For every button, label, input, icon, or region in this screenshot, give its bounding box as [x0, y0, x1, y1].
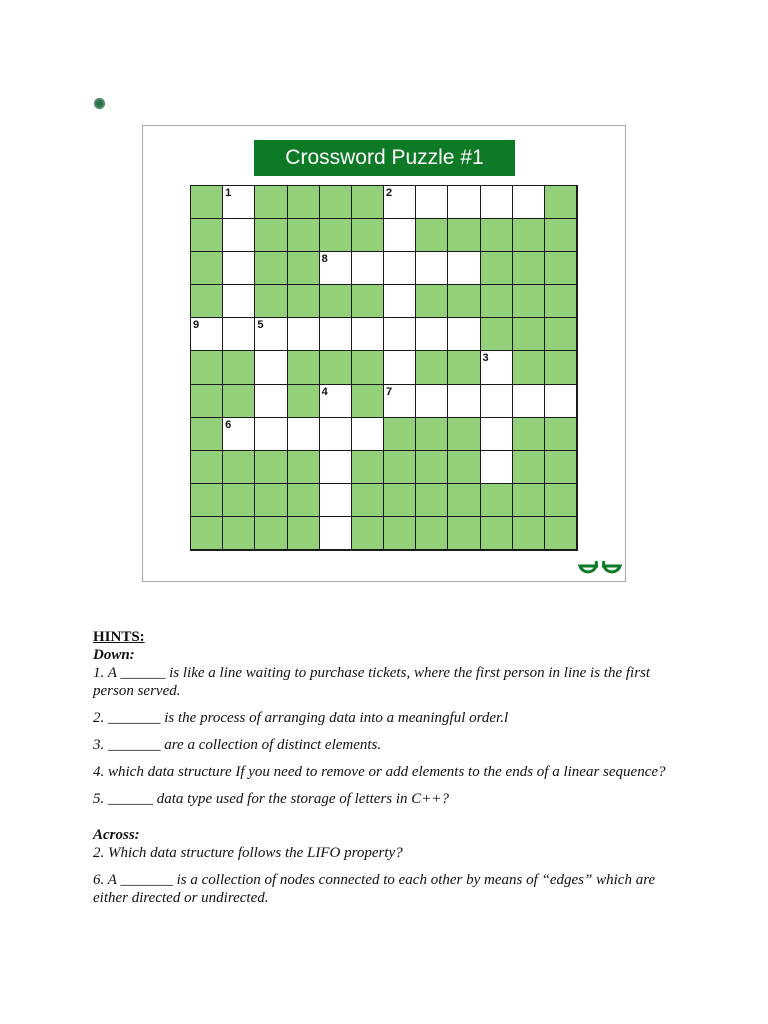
down-hint: 5. ______ data type used for the storage of letters in C++?	[93, 791, 450, 807]
grid-cell-filled	[288, 484, 320, 517]
grid-cell-filled	[513, 252, 545, 285]
grid-cell-filled	[255, 219, 287, 252]
grid-cell-filled	[481, 285, 513, 318]
grid-cell-open[interactable]	[448, 186, 480, 219]
grid-cell-open[interactable]	[545, 385, 577, 418]
grid-cell-filled	[223, 517, 255, 550]
grid-cell-open[interactable]	[223, 318, 255, 351]
grid-cell-open[interactable]	[416, 385, 448, 418]
grid-cell-filled	[545, 484, 577, 517]
grid-cell-filled	[481, 219, 513, 252]
hints-section	[93, 628, 683, 916]
grid-cell-filled	[191, 285, 223, 318]
grid-cell-open[interactable]	[384, 318, 416, 351]
grid-cell-filled	[513, 318, 545, 351]
grid-cell-filled	[545, 285, 577, 318]
clue-number: 6	[225, 418, 232, 431]
grid-cell-filled	[545, 451, 577, 484]
clue-number: 2	[386, 187, 393, 199]
grid-cell-open[interactable]	[352, 418, 384, 451]
grid-cell-filled	[288, 451, 320, 484]
grid-cell-open[interactable]	[384, 351, 416, 384]
grid-cell-filled	[545, 418, 577, 451]
grid-cell-open[interactable]	[481, 351, 513, 384]
grid-cell-filled	[545, 219, 577, 252]
grid-cell-filled	[320, 186, 352, 219]
grid-cell-filled	[223, 385, 255, 418]
grid-cell-filled	[191, 186, 223, 219]
grid-cell-open[interactable]	[191, 318, 223, 351]
grid-cell-filled	[352, 517, 384, 550]
grid-cell-filled	[191, 219, 223, 252]
grid-cell-filled	[513, 484, 545, 517]
down-hint: 2. _______ is the process of arranging data into a meaningful order.l	[93, 710, 509, 726]
grid-cell-filled	[320, 219, 352, 252]
grid-cell-open[interactable]	[352, 318, 384, 351]
grid-cell-filled	[255, 517, 287, 550]
grid-cell-filled	[545, 186, 577, 219]
grid-cell-filled	[352, 451, 384, 484]
grid-cell-filled	[481, 484, 513, 517]
grid-cell-filled	[481, 252, 513, 285]
grid-cell-open[interactable]	[255, 318, 287, 351]
grid-cell-filled	[416, 484, 448, 517]
grid-cell-filled	[255, 252, 287, 285]
grid-cell-filled	[545, 252, 577, 285]
grid-cell-filled	[223, 484, 255, 517]
grid-cell-open[interactable]	[481, 418, 513, 451]
grid-cell-filled	[320, 285, 352, 318]
grid-cell-filled	[513, 451, 545, 484]
grid-cell-filled	[223, 351, 255, 384]
grid-cell-open[interactable]	[384, 219, 416, 252]
grid-cell-open[interactable]	[384, 385, 416, 418]
grid-cell-filled	[191, 351, 223, 384]
grid-cell-open[interactable]	[384, 285, 416, 318]
grid-cell-filled	[384, 484, 416, 517]
grid-cell-open[interactable]	[223, 252, 255, 285]
grid-cell-filled	[288, 252, 320, 285]
grid-cell-open[interactable]	[320, 451, 352, 484]
clue-number: 3	[482, 352, 489, 365]
grid-cell-open[interactable]	[481, 385, 513, 418]
grid-cell-open[interactable]	[255, 351, 287, 384]
grid-cell-open[interactable]	[513, 186, 545, 219]
grid-cell-filled	[191, 252, 223, 285]
grid-cell-filled	[513, 517, 545, 550]
grid-cell-open[interactable]	[223, 285, 255, 318]
grid-cell-filled	[384, 517, 416, 550]
grid-cell-filled	[288, 351, 320, 384]
grid-cell-open[interactable]	[320, 385, 352, 418]
clue-number: 4	[321, 385, 328, 398]
grid-cell-filled	[191, 517, 223, 550]
grid-cell-filled	[288, 385, 320, 418]
grid-cell-filled	[513, 351, 545, 384]
grid-cell-filled	[448, 285, 480, 318]
grid-cell-filled	[352, 385, 384, 418]
grid-cell-filled	[288, 186, 320, 219]
grid-cell-open[interactable]	[320, 484, 352, 517]
grid-cell-filled	[352, 351, 384, 384]
grid-cell-filled	[448, 351, 480, 384]
grid-cell-filled	[352, 219, 384, 252]
down-title: Down:	[93, 647, 135, 663]
grid-cell-open[interactable]	[448, 318, 480, 351]
hints-title: HINTS:	[93, 629, 145, 645]
down-hint: 3. _______ are a collection of distinct elements.	[93, 737, 382, 753]
grid-cell-filled	[255, 451, 287, 484]
grid-cell-filled	[416, 219, 448, 252]
grid-cell-open[interactable]	[416, 252, 448, 285]
grid-cell-open[interactable]	[223, 418, 255, 451]
down-hint: 1. A ______ is like a line waiting to purchase tickets, where the first person in line is the first person served.	[93, 665, 651, 699]
grid-cell-open[interactable]	[448, 385, 480, 418]
down-hints-list	[93, 664, 683, 808]
grid-cell-open[interactable]	[416, 186, 448, 219]
grid-cell-filled	[416, 351, 448, 384]
grid-cell-filled	[191, 418, 223, 451]
grid-cell-filled	[288, 219, 320, 252]
grid-cell-open[interactable]	[288, 418, 320, 451]
grid-cell-filled	[223, 451, 255, 484]
grid-cell-filled	[513, 285, 545, 318]
clue-number: 9	[193, 319, 200, 332]
grid-cell-filled	[191, 484, 223, 517]
clue-number: 5	[257, 319, 264, 332]
across-hint: 2. Which data structure follows the LIFO property?	[93, 845, 403, 861]
across-hints-list	[93, 844, 683, 907]
across-title: Across:	[93, 827, 140, 843]
grid-cell-filled	[545, 517, 577, 550]
across-hint: 6. A _______ is a collection of nodes connected to each other by means of “edges” which are either directed or undirected.	[93, 872, 656, 906]
grid-cell-filled	[448, 517, 480, 550]
grid-cell-filled	[352, 484, 384, 517]
grid-cell-filled	[545, 318, 577, 351]
puzzle-title: Crossword Puzzle #1	[254, 140, 515, 176]
grid-cell-filled	[384, 451, 416, 484]
grid-cell-open[interactable]	[384, 252, 416, 285]
grid-cell-filled	[416, 451, 448, 484]
grid-cell-filled	[288, 517, 320, 550]
grid-cell-filled	[320, 351, 352, 384]
grid-cell-open[interactable]	[352, 252, 384, 285]
grid-cell-filled	[448, 484, 480, 517]
grid-cell-filled	[255, 484, 287, 517]
grid-cell-open[interactable]	[288, 318, 320, 351]
clue-number: 8	[321, 253, 328, 266]
grid-cell-open[interactable]	[320, 418, 352, 451]
grid-cell-filled	[191, 451, 223, 484]
grid-cell-open[interactable]	[448, 252, 480, 285]
grid-cell-open[interactable]	[320, 318, 352, 351]
grid-cell-filled	[416, 517, 448, 550]
grid-cell-open[interactable]	[255, 385, 287, 418]
grid-cell-filled	[416, 285, 448, 318]
grid-cell-open[interactable]	[513, 385, 545, 418]
grid-cell-filled	[416, 418, 448, 451]
clue-number: 7	[386, 385, 393, 398]
grid-cell-filled	[513, 219, 545, 252]
grid-cell-filled	[255, 285, 287, 318]
grid-cell-open[interactable]	[255, 418, 287, 451]
grid-cell-filled	[352, 186, 384, 219]
grid-cell-filled	[191, 385, 223, 418]
bullet-marker-icon	[94, 98, 105, 109]
crossword-grid	[190, 185, 578, 551]
grid-cell-filled	[448, 418, 480, 451]
geeksforgeeks-logo-icon	[577, 555, 623, 577]
grid-cell-open[interactable]	[223, 186, 255, 219]
grid-cell-open[interactable]	[320, 252, 352, 285]
grid-cell-filled	[481, 318, 513, 351]
grid-cell-filled	[481, 517, 513, 550]
grid-cell-filled	[513, 418, 545, 451]
grid-cell-filled	[255, 186, 287, 219]
grid-cell-filled	[545, 351, 577, 384]
grid-cell-filled	[448, 219, 480, 252]
grid-cell-open[interactable]	[481, 186, 513, 219]
grid-cell-filled	[384, 418, 416, 451]
clue-number: 1	[225, 187, 232, 199]
grid-cell-open[interactable]	[481, 451, 513, 484]
grid-cell-open[interactable]	[320, 517, 352, 550]
grid-cell-open[interactable]	[384, 186, 416, 219]
grid-cell-open[interactable]	[416, 318, 448, 351]
grid-cell-filled	[448, 451, 480, 484]
grid-cell-open[interactable]	[223, 219, 255, 252]
grid-cell-filled	[288, 285, 320, 318]
down-hint: 4. which data structure If you need to remove or add elements to the ends of a linear sequence?	[93, 764, 666, 780]
grid-cell-filled	[352, 285, 384, 318]
